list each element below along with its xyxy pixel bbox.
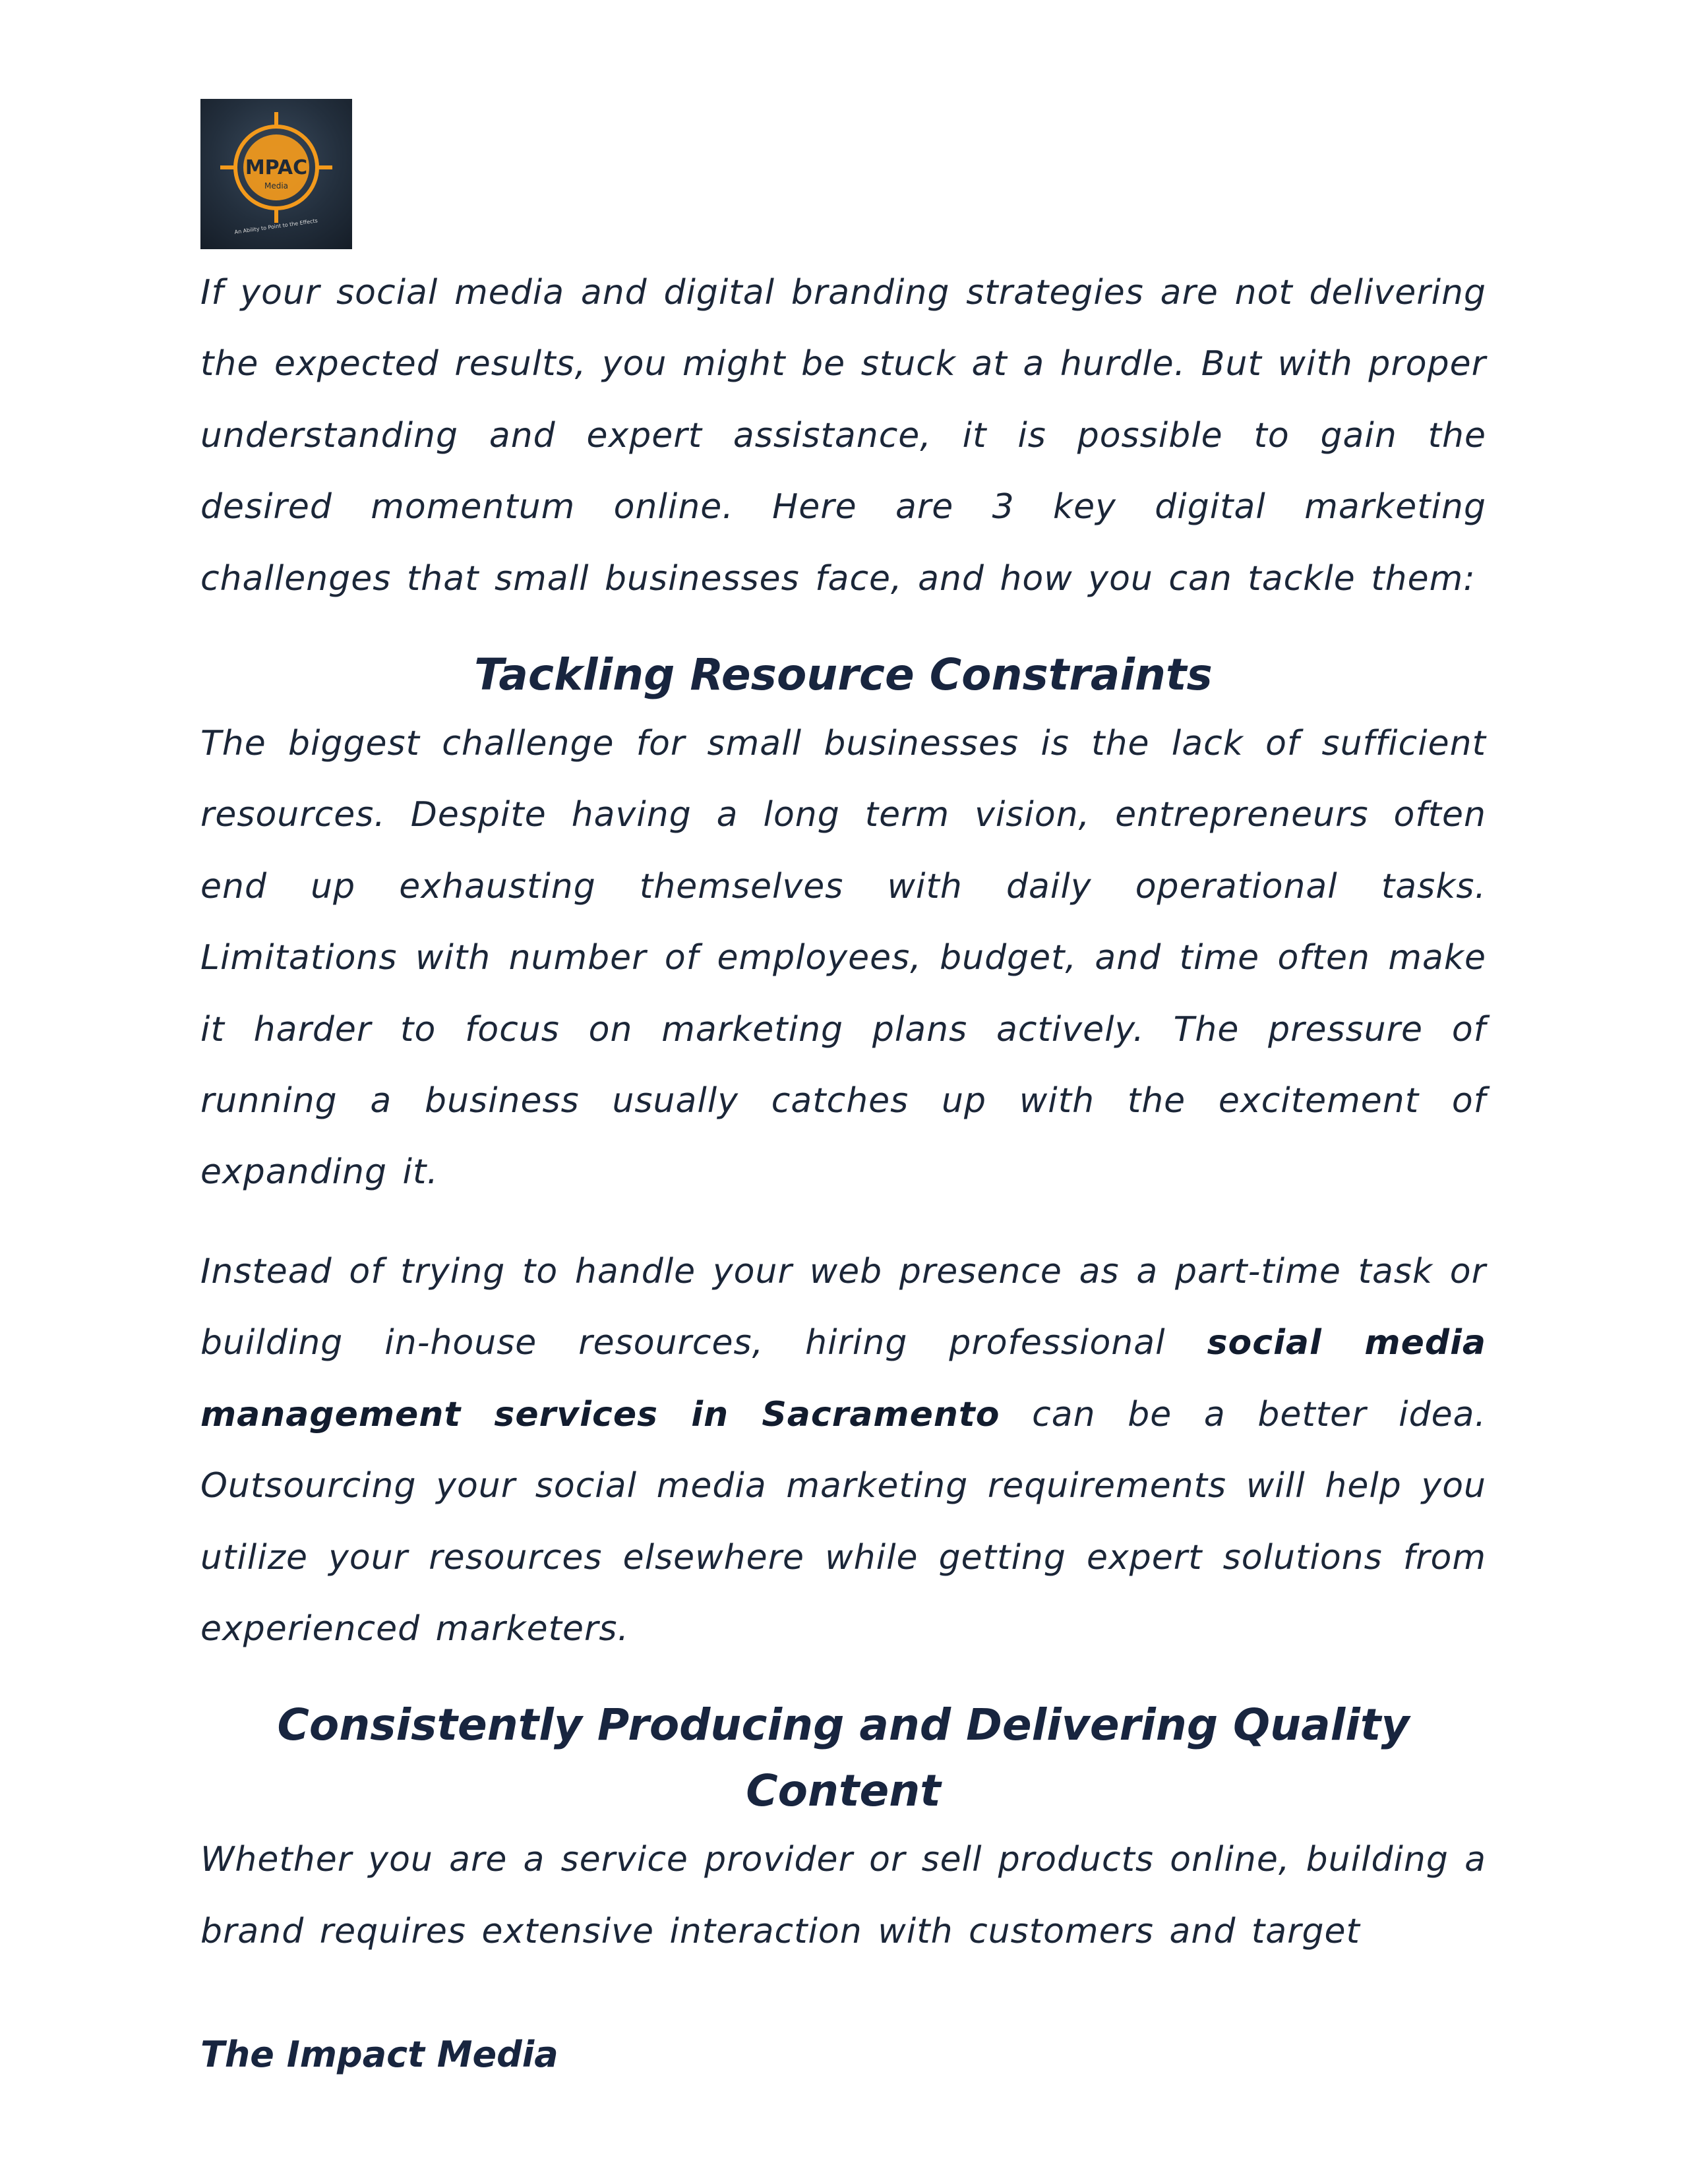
intro-paragraph: If your social media and digital branding strategies are not delivering the expected results, you might be stuck at a hurdle. But with proper understanding and expert assistance, it is possible to gain the desired momentum online. Here are 3 key digital marketing challenges that small businesses face, and how you can tackle them: xyxy=(200,273,1486,599)
outsourcing-text-end: can be a better idea. Outsourcing your social media marketing requirements will help you utilize your resources elsewhere while getting expert solutions from experienced marketers. xyxy=(200,1394,1486,1649)
outsourcing-paragraph xyxy=(200,1236,1486,1665)
company-logo xyxy=(200,99,352,249)
logo-subtext: Media xyxy=(264,181,289,191)
article-content xyxy=(200,257,1486,1995)
logo-tagline: An Ability to Point to the Effects xyxy=(234,218,318,235)
resource-constraints-paragraph: The biggest challenge for small businesses is the lack of sufficient resources. Despite having a long term vision, entrepreneurs often end up exhausting themselves with daily operational tasks. Limitations with number of employees, budget, and time often make it harder to focus on marketing plans actively. The pressure of running a business usually catches up with the excitement of expanding it. xyxy=(200,724,1486,1193)
outsourcing-text-start: Instead of trying to handle your web presence as a part-time task or building in-house resources, hiring professional xyxy=(200,1251,1486,1363)
section-heading-quality-content: Consistently Producing and Delivering Quality Content xyxy=(277,1699,1410,1817)
social-media-services-highlight: social media management services in Sacramento xyxy=(200,1323,1486,1434)
quality-content-paragraph: Whether you are a service provider or sell products online, building a brand requires extensive interaction with customers and target xyxy=(200,1840,1486,1951)
target-logo-icon xyxy=(200,99,352,249)
section-heading-resource-constraints: Tackling Resource Constraints xyxy=(474,649,1213,701)
logo-wordmark: MPAC xyxy=(245,156,308,179)
page-footer: The Impact Media xyxy=(200,2034,558,2075)
